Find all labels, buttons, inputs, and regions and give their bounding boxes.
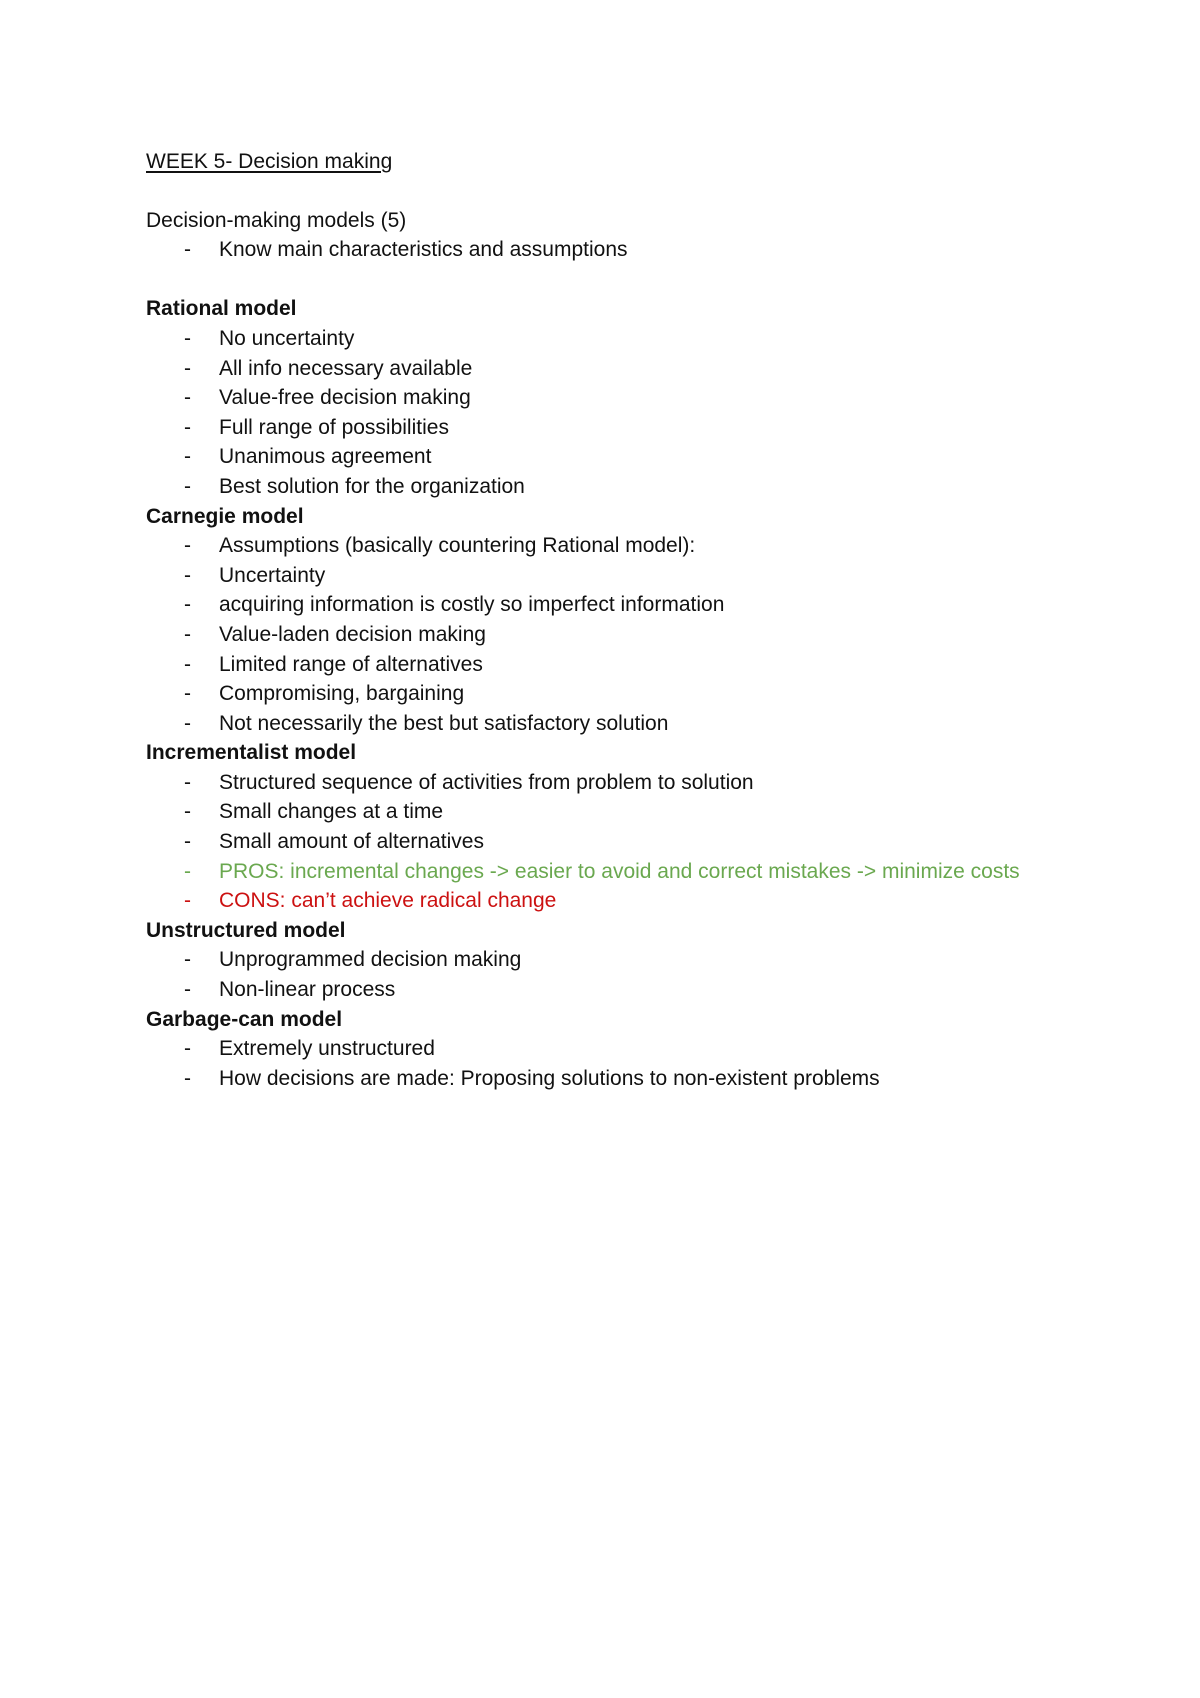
list-item (146, 235, 1126, 265)
list-item (146, 1034, 1126, 1064)
dash-bullet: - (184, 682, 191, 706)
list-item (146, 768, 1126, 798)
list-item (146, 650, 1126, 680)
section-list (146, 768, 1126, 916)
dash-bullet: - (184, 859, 191, 883)
list-item-text: Unprogrammed decision making (219, 948, 522, 972)
list-item-text: Limited range of alternatives (219, 652, 483, 676)
list-item-text: Value-laden decision making (219, 622, 486, 646)
list-item (146, 857, 1126, 887)
list-item-text: Full range of possibilities (219, 415, 449, 439)
dash-bullet: - (184, 474, 191, 498)
dash-bullet: - (184, 711, 191, 735)
dash-bullet: - (184, 534, 191, 558)
section-heading: Garbage-can model (146, 1007, 343, 1031)
section-list (146, 324, 1126, 502)
list-item-text: Small amount of alternatives (219, 830, 484, 854)
list-item (146, 1064, 1126, 1094)
list-item-text: Small changes at a time (219, 800, 444, 824)
dash-bullet: - (184, 652, 191, 676)
dash-bullet: - (184, 445, 191, 469)
list-item (146, 442, 1126, 472)
list-item (146, 472, 1126, 502)
dash-bullet: - (184, 978, 191, 1002)
dash-bullet: - (184, 889, 191, 913)
list-item-text: acquiring information is costly so imperfect information (219, 593, 725, 617)
list-item (146, 709, 1126, 739)
dash-bullet: - (184, 830, 191, 854)
list-item-text: All info necessary available (219, 356, 473, 380)
document-content (146, 147, 1126, 1093)
list-item-text: Assumptions (basically countering Rational model): (219, 534, 696, 558)
list-item (146, 354, 1126, 384)
list-item-text: Uncertainty (219, 563, 326, 587)
document-title: WEEK 5- Decision making (146, 150, 393, 173)
list-item-text: Best solution for the organization (219, 474, 525, 498)
dash-bullet: - (184, 238, 191, 262)
list-item (146, 679, 1126, 709)
list-item (146, 383, 1126, 413)
list-item (146, 561, 1126, 591)
section-heading: Unstructured model (146, 918, 346, 942)
dash-bullet: - (184, 948, 191, 972)
list-item-text: Extremely unstructured (219, 1037, 435, 1061)
dash-bullet: - (184, 1066, 191, 1090)
dash-bullet: - (184, 800, 191, 824)
section-list (146, 531, 1126, 738)
list-item (146, 797, 1126, 827)
list-item (146, 531, 1126, 561)
list-item-text: Unanimous agreement (219, 445, 432, 469)
section-heading: Carnegie model (146, 504, 304, 528)
list-item-text: PROS: incremental changes -> easier to avoid and correct mistakes -> minimize costs (219, 859, 1020, 883)
list-item (146, 590, 1126, 620)
section-heading: Rational model (146, 297, 297, 321)
intro-list (146, 235, 1126, 265)
intro-label: Decision-making models (5) (146, 208, 407, 232)
dash-bullet: - (184, 356, 191, 380)
list-item-text: Compromising, bargaining (219, 682, 465, 706)
section-list (146, 1034, 1126, 1093)
model-sections (146, 294, 1126, 1093)
list-item-text: Structured sequence of activities from problem to solution (219, 770, 754, 794)
section-list (146, 945, 1126, 1004)
dash-bullet: - (184, 415, 191, 439)
list-item-text: CONS: can’t achieve radical change (219, 889, 557, 913)
list-item-text: Non-linear process (219, 978, 396, 1002)
list-item-text: Not necessarily the best but satisfactory solution (219, 711, 669, 735)
list-item-text: No uncertainty (219, 326, 355, 350)
list-item (146, 827, 1126, 857)
list-item (146, 324, 1126, 354)
list-item (146, 413, 1126, 443)
dash-bullet: - (184, 386, 191, 410)
dash-bullet: - (184, 1037, 191, 1061)
dash-bullet: - (184, 593, 191, 617)
dash-bullet: - (184, 563, 191, 587)
list-item-text: Value-free decision making (219, 386, 471, 410)
list-item (146, 945, 1126, 975)
dash-bullet: - (184, 770, 191, 794)
list-item-text: Know main characteristics and assumptions (219, 238, 628, 262)
list-item (146, 620, 1126, 650)
section-heading: Incrementalist model (146, 741, 357, 765)
list-item (146, 886, 1126, 916)
spacer (146, 265, 1126, 295)
dash-bullet: - (184, 622, 191, 646)
list-item-text: How decisions are made: Proposing solutions to non-existent problems (219, 1066, 880, 1090)
list-item (146, 975, 1126, 1005)
dash-bullet: - (184, 326, 191, 350)
